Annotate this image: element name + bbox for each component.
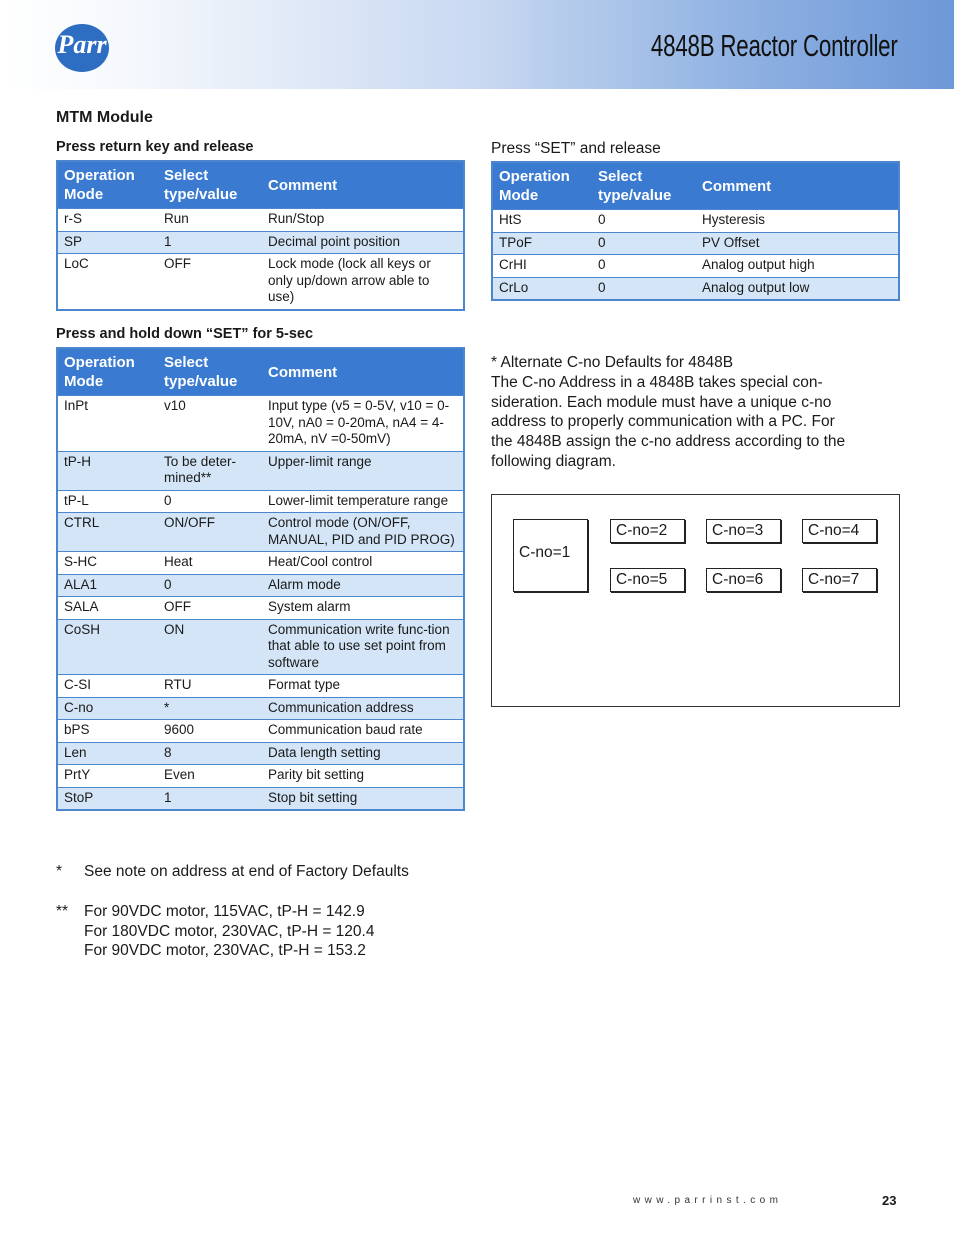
select-value-cell: 0 [592, 232, 696, 255]
comment-cell: Lock mode (lock all keys or only up/down arrow able to use) [262, 254, 464, 310]
table3-title: Press “SET” and release [491, 140, 661, 157]
cno-box: C-no=5 [610, 568, 685, 592]
alternate-line: The C-no Address in a 4848B takes special con- [491, 373, 823, 391]
comment-cell: Alarm mode [262, 574, 464, 597]
operation-mode-cell: Len [57, 742, 158, 765]
operation-mode-cell: SALA [57, 597, 158, 620]
table-row [57, 697, 464, 720]
comment-cell: Hysteresis [696, 210, 899, 233]
select-value-cell: 9600 [158, 720, 262, 743]
document-title: 4848B Reactor Controller [651, 28, 898, 63]
table-press-hold-set [56, 347, 465, 811]
page-number: 23 [882, 1193, 897, 1208]
select-value-cell: To be deter-mined** [158, 451, 262, 490]
alternate-line: following diagram. [491, 452, 616, 470]
operation-mode-cell: InPt [57, 396, 158, 452]
table-row [57, 254, 464, 310]
footnote-mark: * [56, 863, 63, 880]
comment-cell: Stop bit setting [262, 787, 464, 810]
table-row [492, 255, 899, 278]
column-header: Operation Mode [492, 162, 592, 210]
select-value-cell: Heat [158, 552, 262, 575]
column-header: Select type/value [158, 161, 262, 209]
select-value-cell: OFF [158, 597, 262, 620]
table-row [492, 210, 899, 233]
table-row [57, 787, 464, 810]
table-row [57, 675, 464, 698]
table2-title: Press and hold down “SET” for 5-sec [56, 326, 314, 342]
cno-box: C-no=6 [706, 568, 781, 592]
operation-mode-cell: CTRL [57, 513, 158, 552]
operation-mode-cell: r-S [57, 209, 158, 232]
alternate-heading: * Alternate C-no Defaults for 4848B [491, 354, 734, 371]
table-row [57, 552, 464, 575]
cno-box: C-no=4 [802, 519, 877, 543]
operation-mode-cell: C-SI [57, 675, 158, 698]
operation-mode-cell: PrtY [57, 765, 158, 788]
table-row [57, 765, 464, 788]
comment-cell: Communication write func-tion that able to use set point from software [262, 619, 464, 675]
operation-mode-cell: TPoF [492, 232, 592, 255]
comment-cell: PV Offset [696, 232, 899, 255]
footnote-text: For 90VDC motor, 230VAC, tP-H = 153.2 [84, 942, 366, 959]
select-value-cell: OFF [158, 254, 262, 310]
operation-mode-cell: LoC [57, 254, 158, 310]
footnote-text: For 90VDC motor, 115VAC, tP-H = 142.9 [84, 903, 365, 920]
table-row [57, 597, 464, 620]
operation-mode-cell: bPS [57, 720, 158, 743]
parr-logo [55, 24, 109, 72]
table-row [57, 231, 464, 254]
comment-cell: Data length setting [262, 742, 464, 765]
section-title: MTM Module [56, 109, 153, 126]
table-row [57, 490, 464, 513]
operation-mode-cell: tP-L [57, 490, 158, 513]
cno-address-diagram [491, 494, 900, 707]
operation-mode-cell: SP [57, 231, 158, 254]
select-value-cell: Even [158, 765, 262, 788]
table-row [492, 277, 899, 300]
comment-cell: Decimal point position [262, 231, 464, 254]
select-value-cell: 0 [592, 255, 696, 278]
column-header: Comment [696, 162, 899, 210]
comment-cell: Control mode (ON/OFF, MANUAL, PID and PID PROG) [262, 513, 464, 552]
alternate-line: the 4848B assign the c-no address according to the [491, 433, 846, 451]
operation-mode-cell: StoP [57, 787, 158, 810]
select-value-cell: 0 [158, 490, 262, 513]
operation-mode-cell: HtS [492, 210, 592, 233]
column-header: Comment [262, 348, 464, 396]
cno-box-main: C-no=1 [513, 519, 588, 592]
footnote-text: For 180VDC motor, 230VAC, tP-H = 120.4 [84, 922, 375, 940]
comment-cell: Analog output low [696, 277, 899, 300]
column-header: Operation Mode [57, 161, 158, 209]
footnote-text: See note on address at end of Factory Defaults [84, 863, 409, 880]
select-value-cell: * [158, 697, 262, 720]
comment-cell: Lower-limit temperature range [262, 490, 464, 513]
table-row [57, 619, 464, 675]
alternate-line: sideration. Each module must have a unique c-no [491, 393, 832, 411]
table-press-return [56, 160, 465, 311]
cno-box: C-no=7 [802, 568, 877, 592]
select-value-cell: v10 [158, 396, 262, 452]
table-row [57, 720, 464, 743]
operation-mode-cell: S-HC [57, 552, 158, 575]
column-header: Select type/value [592, 162, 696, 210]
operation-mode-cell: ALA1 [57, 574, 158, 597]
select-value-cell: 1 [158, 787, 262, 810]
cno-box: C-no=2 [610, 519, 685, 543]
select-value-cell: 1 [158, 231, 262, 254]
operation-mode-cell: CrLo [492, 277, 592, 300]
table-row [492, 232, 899, 255]
alternate-cno-note [491, 353, 901, 472]
alternate-line: address to properly communication with a PC. For [491, 413, 835, 431]
comment-cell: Input type (v5 = 0-5V, v10 = 0-10V, nA0 = 0-20mA, nA4 = 4-20mA, nV =0-50mV) [262, 396, 464, 452]
table1-title: Press return key and release [56, 139, 254, 155]
comment-cell: Communication address [262, 697, 464, 720]
table-row [57, 742, 464, 765]
column-header: Comment [262, 161, 464, 209]
comment-cell: Communication baud rate [262, 720, 464, 743]
comment-cell: System alarm [262, 597, 464, 620]
logo-text: Parr [57, 30, 107, 59]
table-press-set [491, 161, 900, 301]
column-header: Select type/value [158, 348, 262, 396]
operation-mode-cell: CoSH [57, 619, 158, 675]
column-header: Operation Mode [57, 348, 158, 396]
select-value-cell: 0 [592, 210, 696, 233]
cno-box: C-no=3 [706, 519, 781, 543]
comment-cell: Format type [262, 675, 464, 698]
comment-cell: Analog output high [696, 255, 899, 278]
operation-mode-cell: tP-H [57, 451, 158, 490]
footer-url: www.parrinst.com [633, 1195, 783, 1206]
table-row [57, 209, 464, 232]
select-value-cell: ON [158, 619, 262, 675]
table-row [57, 574, 464, 597]
select-value-cell: RTU [158, 675, 262, 698]
table-row [57, 513, 464, 552]
select-value-cell: Run [158, 209, 262, 232]
footnote-mark: ** [56, 903, 69, 920]
select-value-cell: 0 [592, 277, 696, 300]
operation-mode-cell: C-no [57, 697, 158, 720]
comment-cell: Parity bit setting [262, 765, 464, 788]
comment-cell: Heat/Cool control [262, 552, 464, 575]
select-value-cell: 0 [158, 574, 262, 597]
table-row [57, 396, 464, 452]
page-header [0, 0, 954, 89]
operation-mode-cell: CrHI [492, 255, 592, 278]
table-row [57, 451, 464, 490]
select-value-cell: ON/OFF [158, 513, 262, 552]
comment-cell: Run/Stop [262, 209, 464, 232]
comment-cell: Upper-limit range [262, 451, 464, 490]
select-value-cell: 8 [158, 742, 262, 765]
